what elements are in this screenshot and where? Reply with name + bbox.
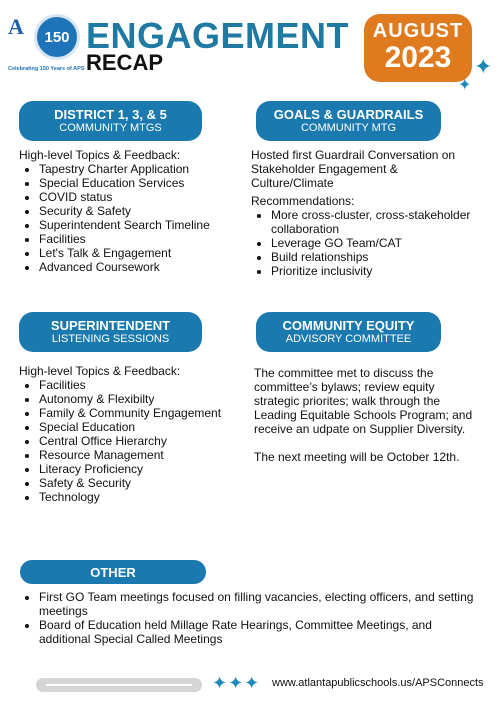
list-item: • Let's Talk & Engagement [39,246,239,260]
anniversary-seal [34,14,80,60]
list-item: • Build relationships [271,250,476,264]
logo-letter: A [8,14,24,39]
other-list [19,590,479,646]
logo-caption: Celebrating 150 Years of APS [8,66,85,72]
list-item: • Special Education Services [39,176,239,190]
other-heading-pill [20,560,206,584]
district-subtitle: COMMUNITY MTGS [59,122,162,134]
superintendent-intro: High-level Topics & Feedback: [19,364,181,378]
goals-intro: Hosted first Guardrail Conversation on Stakeholder Engagement & Culture/Climate [251,148,456,190]
list-item: • Superintendent Search Timeline [39,218,239,232]
footer-bar-line [46,684,192,686]
footer-url[interactable]: www.atlantapublicschools.us/APSConnects [272,677,484,689]
goals-subtitle: COMMUNITY MTG [300,122,397,134]
sparkle-icon: ✦ [474,54,493,79]
date-month: AUGUST [372,20,464,42]
sparkle-icon: ✦✦✦ [212,673,261,693]
superintendent-title: SUPERINTENDENT [50,318,171,333]
aps-logo [8,14,92,78]
date-year: 2023 [384,41,452,74]
list-item: • Leverage GO Team/CAT [271,236,476,250]
list-item: • Literacy Proficiency [39,462,244,476]
list-item: • Tapestry Charter Application [39,162,239,176]
district-topic-list [19,162,239,274]
seal-text: 150 [44,28,70,46]
superintendent-content [19,364,244,504]
list-item: • COVID status [39,190,239,204]
list-item: • Security & Safety [39,204,239,218]
list-item: • Facilities [39,378,244,392]
page-subtitle: RECAP [86,50,164,75]
equity-heading-pill [256,312,441,352]
equity-title: COMMUNITY EQUITY [282,318,415,333]
district-title: DISTRICT 1, 3, & 5 [54,107,167,122]
list-item: • Resource Management [39,448,244,462]
other-content [19,590,479,646]
list-item: • Special Education [39,420,244,434]
list-item: • More cross-cluster, cross-stakeholder collaboration [271,208,476,236]
superintendent-subtitle: LISTENING SESSIONS [51,333,170,345]
other-title: OTHER [90,564,136,580]
list-item: • Board of Education held Millage Rate Hearings, Committee Meetings, and additional Special Called Meetings [39,618,479,646]
equity-content [254,366,476,464]
district-content [19,148,239,274]
goals-content [251,148,476,278]
district-heading-pill [19,101,202,141]
list-item: • Family & Community Engagement [39,406,244,420]
superintendent-topic-list [19,378,244,504]
equity-subtitle: ADVISORY COMMITTEE [285,333,412,345]
list-item: • Technology [39,490,244,504]
list-item: • Central Office Hierarchy [39,434,244,448]
list-item: • Autonomy & Flexibilty [39,392,244,406]
equity-next-meeting: The next meeting will be October 12th. [254,450,460,464]
date-badge [364,14,472,82]
district-intro: High-level Topics & Feedback: [19,148,181,162]
list-item: • First GO Team meetings focused on filling vacancies, electing officers, and setting meetings [39,590,479,618]
list-item: • Prioritize inclusivity [271,264,476,278]
recommendation-list [251,208,476,278]
list-item: • Safety & Security [39,476,244,490]
list-item: • Facilities [39,232,239,246]
goals-heading-pill [256,101,441,141]
sparkle-icon: ✦ [458,77,472,94]
goals-title: GOALS & GUARDRAILS [273,107,424,122]
list-item: • Advanced Coursework [39,260,239,274]
superintendent-heading-pill [19,312,202,352]
recommendations-label: Recommendations: [251,194,355,208]
equity-paragraph: The committee met to discuss the committee’s bylaws; review equity strategic priorites; walk through the Leading Equitable Schools Program; and receive an udpate on Supplier Diversity. [254,366,473,436]
page-title: ENGAGEMENT [86,15,350,56]
